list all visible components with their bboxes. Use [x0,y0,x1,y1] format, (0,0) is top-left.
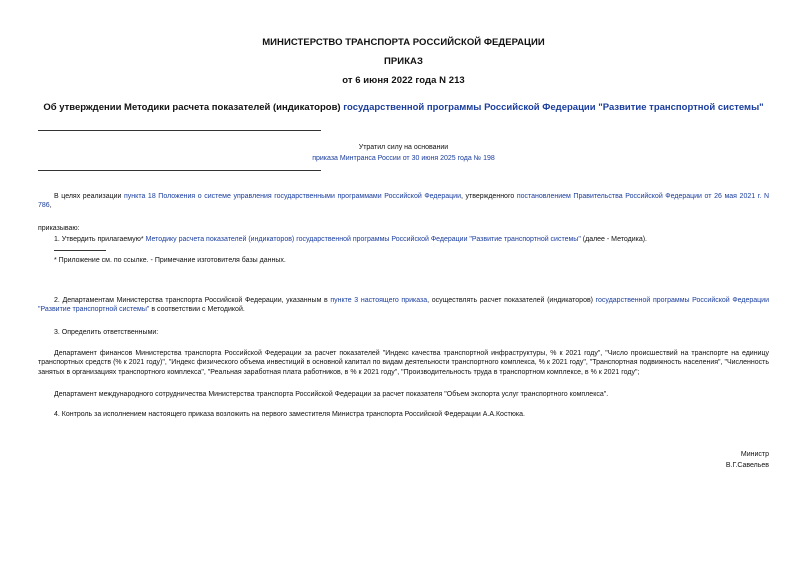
item-2-text-2: , осуществлять расчет показателей (индикаторов) [427,297,596,304]
doc-type-heading: ПРИКАЗ [384,56,423,67]
status-order-link[interactable]: приказа Минтранса России от 30 июня 2025 года № 198 [312,155,495,163]
signature-name: В.Г.Савельев [725,462,769,470]
date-number-heading: от 6 июня 2022 года N 213 [342,75,465,86]
item-2-paragraph [38,296,769,315]
preamble-regulation-link[interactable]: пункта 18 Положения о системе управления государственными программами Российской Федерации [124,193,461,200]
title-prefix: Об утверждении Методики расчета показателей (индикаторов) [43,102,344,113]
footnote-text: * Приложение см. по ссылке. - Примечание изготовителя базы данных. [54,257,286,264]
item-2-text-1: 2. Департаментам Министерства транспорта Российской Федерации, указанным в [54,297,331,304]
preamble-resolution-link[interactable]: постановлением Правительства Российской Федерации от 26 мая 2021 г. N 786 [38,193,769,210]
item-4-paragraph [38,410,769,419]
methodology-link[interactable]: Методику расчета показателей (индикаторов) государственной программы Российской Федерации "Развитие транспортной системы" [145,236,581,243]
divider-bottom [38,170,321,171]
footnote [38,256,769,265]
divider-top [38,130,321,131]
signature-position: Министр [740,451,769,458]
preamble-text-3: , [49,202,52,210]
item-1-paragraph [38,235,769,244]
intl-department-text: Департамент международного сотрудничества Министерства транспорта Российской Федерации за расчет показателя "Объем экспорта услуг транспортного комплекса". [54,391,609,398]
item-3-reference-link[interactable]: пункте 3 настоящего приказа [330,297,428,304]
document-title [0,102,807,113]
finance-department-text: Департамент финансов Министерства транспорта Российской Федерации за расчет показателей "Индекс качества транспортной инфраструктуры, % к 2021 году", "Число происшествий на транспорте на единицу транспортных средств (% к 2021 году)", "Индекс физического объема инвестиций в основной капитал по видам деятельности транспортного комплекса, % к 2021 году", "Транспортная подвижность населения", "Численность занятых в организациях транспортного комплекса", "Реальная заработная плата работников, в % к 2021 году", "Производительность труда в транспортном комплексе, в % к 2021 году"; [38,350,769,376]
status-note [0,143,807,164]
item-1-text-2: (далее - Методика). [580,236,647,243]
item-3-text: 3. Определить ответственными: [54,329,159,336]
preamble-text-1: В целях реализации [54,193,125,200]
item-1-text-1: 1. Утвердить прилагаемую* [54,236,146,243]
intl-department-paragraph [38,390,769,399]
status-line: Утратил силу на основании [358,144,449,151]
program-link[interactable]: государственной программы Российской Федерации "Развитие транспортной системы" [38,297,769,314]
preamble-text-2: , утвержденного [461,193,517,200]
item-3-paragraph [38,328,769,337]
title-program-link[interactable]: государственной программы Российской Федерации "Развитие транспортной системы" [343,102,764,113]
item-4-text: 4. Контроль за исполнением настоящего приказа возложить на первого заместителя Министра транспорта Российской Федерации А.А.Костюка. [54,411,525,418]
signature-block [726,450,769,471]
preamble-paragraph [38,192,769,211]
order-word: приказываю: [38,225,80,232]
ministry-heading: МИНИСТЕРСТВО ТРАНСПОРТА РОССИЙСКОЙ ФЕДЕРАЦИИ [262,37,545,48]
finance-department-paragraph [38,349,769,377]
item-2-text-3: в соответствии с Методикой. [149,306,245,314]
footnote-divider [54,250,106,251]
